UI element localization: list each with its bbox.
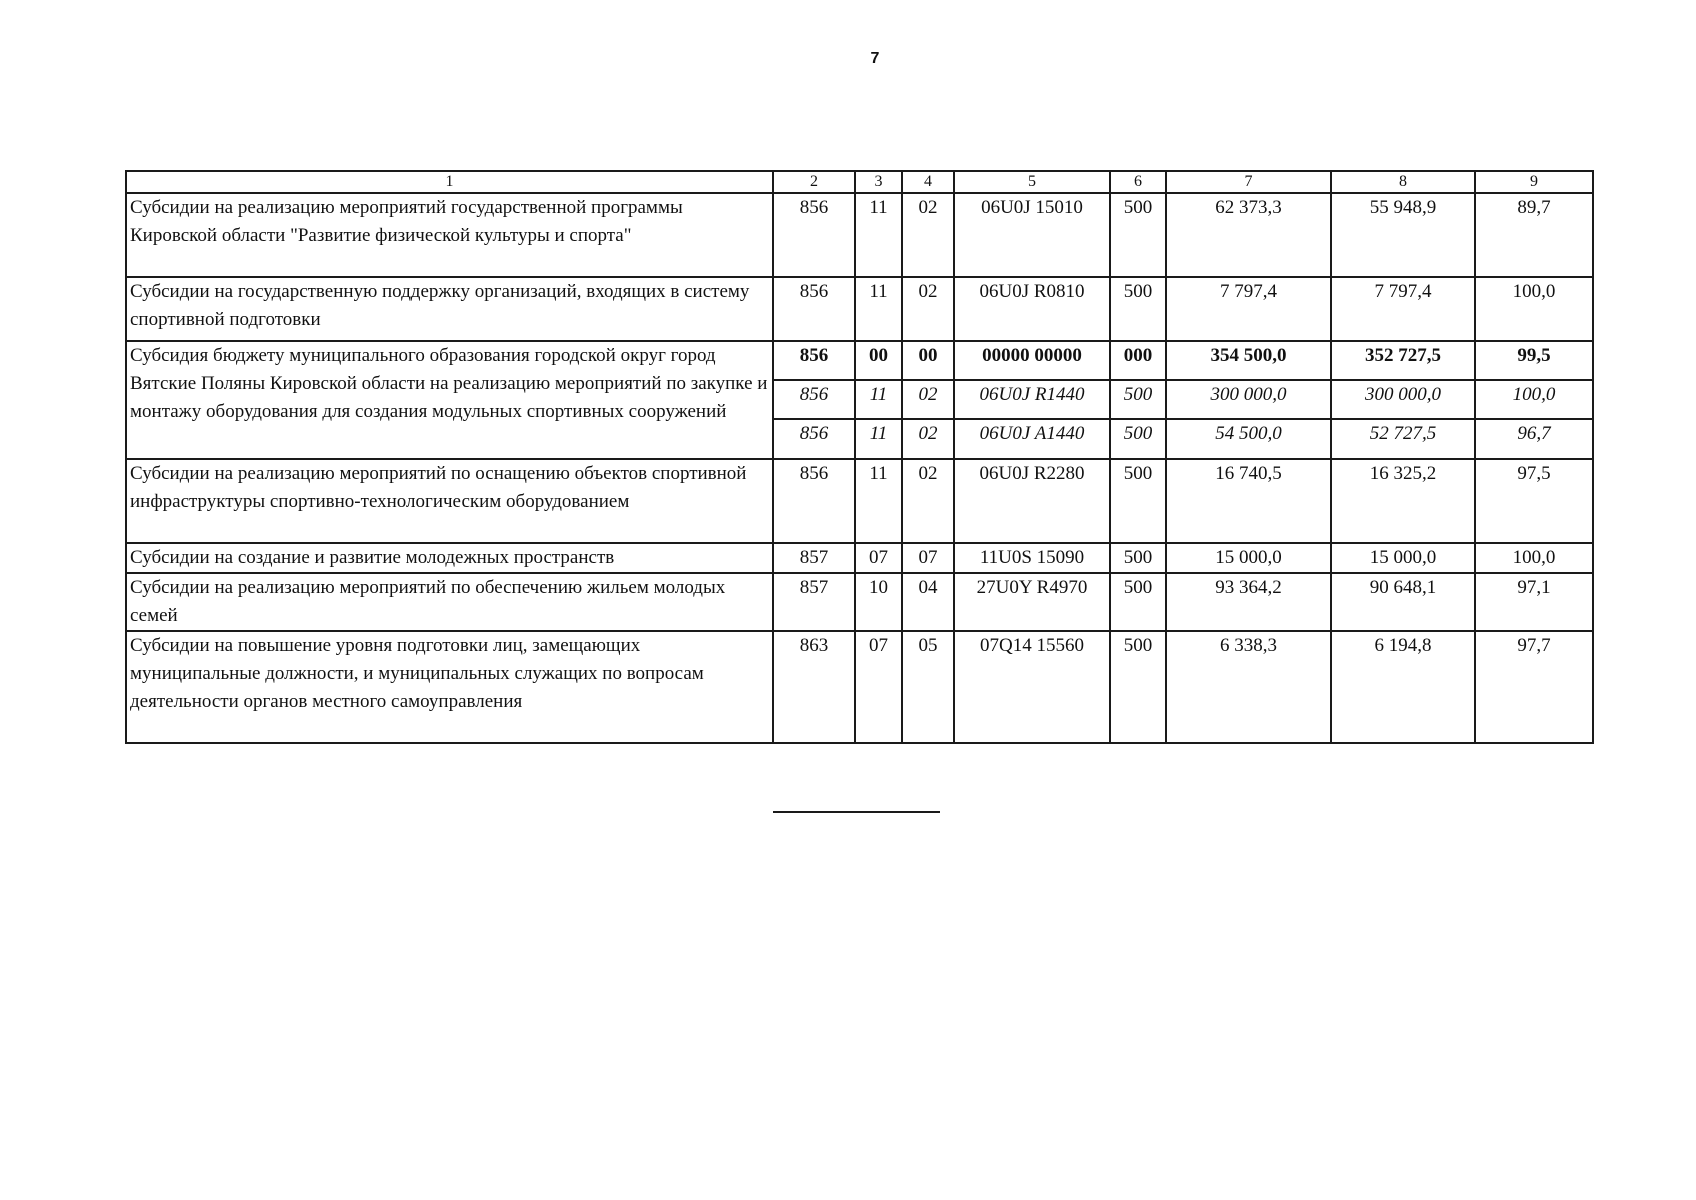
table-cell: 500 (1110, 419, 1166, 459)
table-cell: 857 (773, 573, 855, 631)
column-number-cell: 5 (954, 171, 1110, 193)
table-cell: 500 (1110, 631, 1166, 743)
table-cell: 16 740,5 (1166, 459, 1331, 543)
table-cell: 856 (773, 193, 855, 277)
table-cell: 55 948,9 (1331, 193, 1475, 277)
table-cell: 15 000,0 (1331, 543, 1475, 573)
table-cell: 354 500,0 (1166, 341, 1331, 380)
table-row (126, 573, 1593, 631)
table-cell: 300 000,0 (1166, 380, 1331, 419)
table-row (126, 277, 1593, 341)
table-cell: 52 727,5 (1331, 419, 1475, 459)
table-cell: 07 (855, 543, 902, 573)
table-cell: 99,5 (1475, 341, 1593, 380)
end-of-document-line (773, 811, 940, 813)
row-name-cell: Субсидии на реализацию мероприятий государственной программы Кировской области "Развитие физической культуры и спорта" (126, 193, 773, 277)
table-row (126, 631, 1593, 743)
table-cell: 00 (902, 341, 954, 380)
table-row (126, 193, 1593, 277)
table-cell: 7 797,4 (1166, 277, 1331, 341)
table-cell: 856 (773, 341, 855, 380)
table-cell: 300 000,0 (1331, 380, 1475, 419)
table-row (126, 459, 1593, 543)
table-cell: 02 (902, 380, 954, 419)
column-number-cell: 1 (126, 171, 773, 193)
column-number-cell: 7 (1166, 171, 1331, 193)
table-cell: 93 364,2 (1166, 573, 1331, 631)
table-cell: 97,5 (1475, 459, 1593, 543)
page-number: 7 (870, 50, 880, 67)
table-cell: 11U0S 15090 (954, 543, 1110, 573)
table-cell: 97,1 (1475, 573, 1593, 631)
table-cell: 856 (773, 277, 855, 341)
table-cell: 15 000,0 (1166, 543, 1331, 573)
table-cell: 100,0 (1475, 380, 1593, 419)
table-cell: 500 (1110, 573, 1166, 631)
column-number-cell: 3 (855, 171, 902, 193)
column-number-row (126, 171, 1593, 193)
table-cell: 500 (1110, 380, 1166, 419)
table-cell: 02 (902, 277, 954, 341)
row-name-cell: Субсидии на создание и развитие молодежных пространств (126, 543, 773, 573)
table-row-total (126, 341, 1593, 380)
table-cell: 863 (773, 631, 855, 743)
row-name-cell: Субсидии на реализацию мероприятий по оснащению объектов спортивной инфраструктуры спортивно-технологическим оборудованием (126, 459, 773, 543)
table-cell: 27U0Y R4970 (954, 573, 1110, 631)
table-cell: 00000 00000 (954, 341, 1110, 380)
table-cell: 54 500,0 (1166, 419, 1331, 459)
table-cell: 856 (773, 380, 855, 419)
table-cell: 62 373,3 (1166, 193, 1331, 277)
table-cell: 11 (855, 193, 902, 277)
column-number-cell: 8 (1331, 171, 1475, 193)
table-cell: 07Q14 15560 (954, 631, 1110, 743)
table-cell: 89,7 (1475, 193, 1593, 277)
table-cell: 06U0J A1440 (954, 419, 1110, 459)
table-cell: 500 (1110, 277, 1166, 341)
table-cell: 11 (855, 459, 902, 543)
column-number-cell: 6 (1110, 171, 1166, 193)
table-cell: 100,0 (1475, 277, 1593, 341)
table-cell: 11 (855, 277, 902, 341)
table-cell: 7 797,4 (1331, 277, 1475, 341)
table-cell: 10 (855, 573, 902, 631)
table-cell: 04 (902, 573, 954, 631)
table-cell: 856 (773, 459, 855, 543)
table-cell: 6 338,3 (1166, 631, 1331, 743)
table-cell: 500 (1110, 193, 1166, 277)
table-cell: 02 (902, 419, 954, 459)
table-cell: 02 (902, 193, 954, 277)
table-cell: 6 194,8 (1331, 631, 1475, 743)
table-cell: 857 (773, 543, 855, 573)
table-cell: 000 (1110, 341, 1166, 380)
column-number-cell: 2 (773, 171, 855, 193)
table-row (126, 543, 1593, 573)
table-cell: 500 (1110, 459, 1166, 543)
row-name-cell: Субсидии на реализацию мероприятий по обеспечению жильем молодых семей (126, 573, 773, 631)
table-cell: 96,7 (1475, 419, 1593, 459)
table-cell: 500 (1110, 543, 1166, 573)
table-cell: 100,0 (1475, 543, 1593, 573)
table-cell: 06U0J R1440 (954, 380, 1110, 419)
table-cell: 16 325,2 (1331, 459, 1475, 543)
table-cell: 352 727,5 (1331, 341, 1475, 380)
table-cell: 05 (902, 631, 954, 743)
table-cell: 00 (855, 341, 902, 380)
table-cell: 90 648,1 (1331, 573, 1475, 631)
table-cell: 07 (902, 543, 954, 573)
row-name-cell: Субсидии на повышение уровня подготовки лиц, замещающих муниципальные должности, и муниципальных служащих по вопросам деятельности органов местного самоуправления (126, 631, 773, 743)
row-name-cell: Субсидии на государственную поддержку организаций, входящих в систему спортивной подготовки (126, 277, 773, 341)
table-cell: 06U0J 15010 (954, 193, 1110, 277)
table-cell: 07 (855, 631, 902, 743)
row-name-cell: Субсидия бюджету муниципального образования городской округ город Вятские Поляны Кировской области на реализацию мероприятий по закупке и монтажу оборудования для создания модульных спортивных сооружений (126, 341, 773, 459)
table-cell: 97,7 (1475, 631, 1593, 743)
table-cell: 11 (855, 419, 902, 459)
table-cell: 11 (855, 380, 902, 419)
table-cell: 856 (773, 419, 855, 459)
table-cell: 06U0J R2280 (954, 459, 1110, 543)
column-number-cell: 9 (1475, 171, 1593, 193)
table-cell: 02 (902, 459, 954, 543)
table-cell: 06U0J R0810 (954, 277, 1110, 341)
column-number-cell: 4 (902, 171, 954, 193)
budget-table (125, 170, 1594, 744)
